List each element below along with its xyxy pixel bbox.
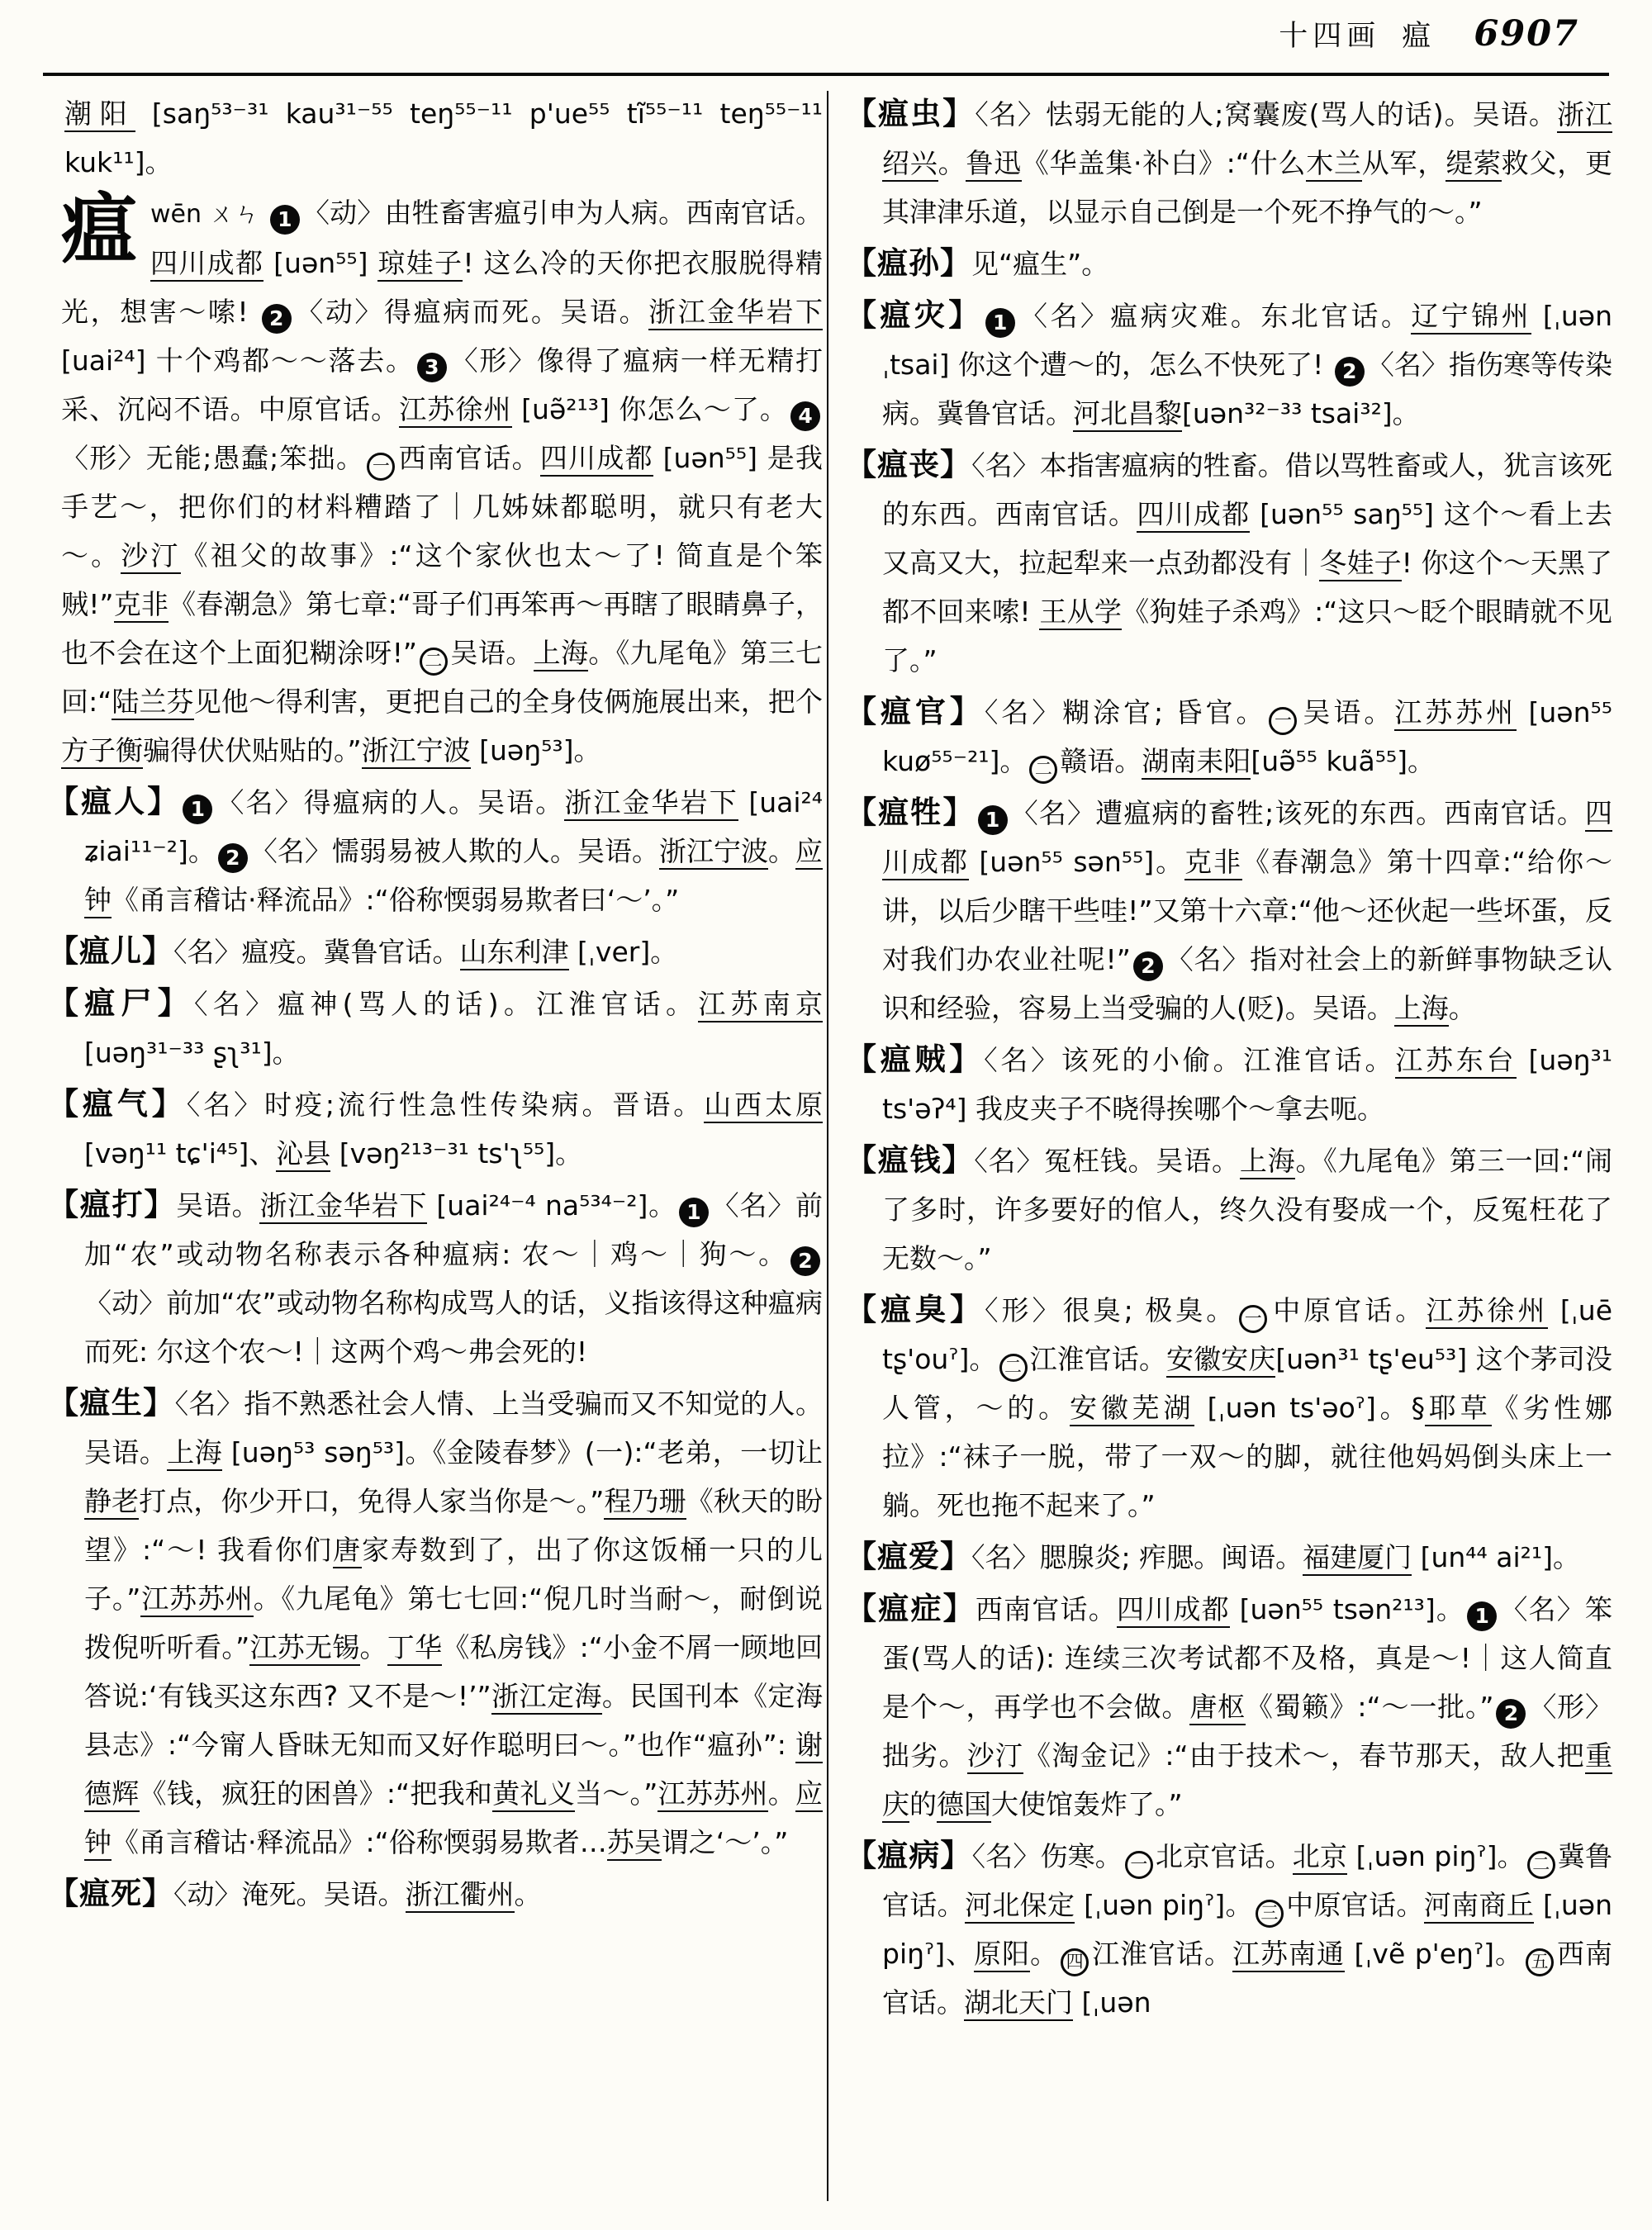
column-divider (827, 91, 828, 2201)
entry-headword: 【瘟病】 (846, 1838, 972, 1873)
proper-name-underlined: 江苏苏州 (140, 1582, 253, 1617)
proper-name-underlined: 浙江金华岩下 (648, 296, 823, 330)
entry-headword: 【瘟贼】 (846, 1041, 985, 1077)
proper-name-underlined: 王从学 (1039, 595, 1122, 630)
subsense-circle-icon: 一 (1125, 1851, 1153, 1879)
dictionary-entry: 【瘟贼】〈名〉该死的小偷。江淮官话。江苏东台 [uəŋ³¹ ts'əʔ⁴] 我皮夹子不晓得挨哪个～拿去呃。 (846, 1041, 1613, 1125)
entry-headword: 【瘟生】 (48, 1385, 175, 1421)
subsense-circle-icon: 五 (1526, 1948, 1554, 1976)
proper-name-underlined: 克非 (1184, 846, 1242, 880)
proper-name-underlined: 静老 (84, 1485, 139, 1520)
proper-name-underlined: 浙江衢州 (406, 1878, 515, 1913)
proper-name-underlined: 江苏徐州 (1426, 1294, 1548, 1329)
proper-name-underlined: 江苏徐州 (399, 393, 511, 428)
subsense-circle-icon: 一 (1239, 1305, 1267, 1333)
proper-name-underlined: 潮阳 (64, 97, 135, 132)
dictionary-entry: 【瘟儿】〈名〉瘟疫。冀鲁官话。山东利津 [ˌver]。 (48, 933, 678, 969)
proper-name-underlined: 安徽安庆 (1166, 1343, 1275, 1378)
proper-name-underlined: 四川成都 (882, 797, 1612, 880)
dictionary-entry: 【瘟臭】〈形〉很臭; 极臭。 一 中原官话。江苏徐州 [ˌuē tʂ'ouˀ]。 二 江淮官话。安徽安庆[uən³¹ tʂ'eu⁵³] 这个茅司没人管，～的。安徽芜湖 [ˌuən ts'əoˀ]。§耶草《劣性娜拉》:“袜子一脱，带了一双～的脚，就往他妈妈倒头床上一躺。死也拖不起来了。” (846, 1292, 1613, 1521)
sense-number-icon: 2 (1496, 1699, 1526, 1729)
proper-name-underlined: 福建厦门 (1303, 1541, 1412, 1576)
dictionary-entry: 【瘟症】西南官话。四川成都 [uən⁵⁵ tsən²¹³]。 1 〈名〉笨蛋(骂人的话): 连续三次考试都不及格，真是～!｜这人简直是个～，再学也不会做。唐枢《蜀籁》:“～一批。” 2 〈形〉拙劣。沙汀《淘金记》:“由于技术～，春节那天，敌人把重庆的德国大使馆轰炸了。” (846, 1584, 1612, 1829)
proper-name-underlined: 湖南耒阳 (1142, 745, 1251, 780)
sense-number-icon: 1 (985, 308, 1015, 338)
dictionary-entry: 潮阳 [saŋ⁵³⁻³¹ kau³¹⁻⁵⁵ teŋ⁵⁵⁻¹¹ p'ue⁵⁵ tĩ⁵⁵⁻¹¹ teŋ⁵⁵⁻¹¹ kuk¹¹]。 (64, 97, 824, 178)
entry-headword: 【瘟孙】 (846, 245, 971, 281)
dictionary-entry: 【瘟钱】〈名〉冤枉钱。吴语。上海。《九尾龟》第三一回:“闹了多时，许多要好的倌人，终久没有娶成一个，反冤枉花了无数～。” (846, 1142, 1613, 1274)
dictionary-entry: 【瘟爱】〈名〉腮腺炎; 痄腮。闽语。福建厦门 [un⁴⁴ ai²¹]。 (846, 1539, 1580, 1574)
proper-name-underlined: 黄礼义 (492, 1777, 575, 1812)
proper-name-underlined: 上海 (534, 637, 589, 671)
proper-name-underlined: 浙江宁波 (659, 835, 768, 870)
proper-name-underlined: 应钟 (84, 1777, 823, 1861)
sense-number-icon: 2 (262, 304, 292, 334)
sense-number-icon: 2 (790, 1246, 820, 1276)
subsense-circle-icon: 一 (367, 453, 395, 481)
subsense-circle-icon: 三 (1256, 1900, 1284, 1928)
proper-name-underlined: 丁华 (387, 1631, 443, 1666)
proper-name-underlined: 木兰 (1306, 147, 1362, 182)
left-column (48, 89, 823, 1921)
main-headword-character: 瘟 (61, 185, 138, 273)
entry-headword: 【瘟儿】 (48, 933, 173, 969)
proper-name-underlined: 山东利津 (460, 936, 569, 970)
proper-name-underlined: 唐 (333, 1534, 362, 1568)
entry-headword: 【瘟牲】 (846, 795, 976, 830)
proper-name-underlined: 江苏苏州 (657, 1777, 767, 1812)
sense-number-icon: 2 (218, 843, 248, 873)
proper-name-underlined: 琼娃子 (377, 247, 463, 282)
dictionary-entry: 【瘟牲】 1 〈名〉遭瘟病的畜牲;该死的东西。西南官话。四川成都 [uən⁵⁵ sən⁵⁵]。克非《春潮急》第十四章:“给你～讲，以后少瞎干些哇!”又第十六章:“他～还伙起一些坏蛋，反对我们办农业社呢!” 2 〈名〉指对社会上的新鲜事物缺乏认识和经验，容易上当受骗的人(贬)。吴语。上海。 (846, 788, 1612, 1032)
proper-name-underlined: 湖北天门 (964, 1986, 1073, 2021)
proper-name-underlined: 浙江定海 (491, 1680, 602, 1715)
proper-name-underlined: 程乃珊 (604, 1485, 686, 1520)
proper-name-underlined: 辽宁锦州 (1411, 300, 1531, 334)
sense-number-icon: 1 (183, 795, 212, 824)
dictionary-entry: 【瘟打】吴语。浙江金华岩下 [uai²⁴⁻⁴ na⁵³⁴⁻²]。 1 〈名〉前加“农”或动物名称表示各种瘟病: 农～｜鸡～｜狗～。 2〈动〉前加“农”或动物名称构成骂人的话，义指该得这种瘟病而死: 尔这个农～!｜这两个鸡～弗会死的! (48, 1187, 824, 1368)
proper-name-underlined: 四川成都 (1137, 498, 1250, 533)
proper-name-underlined: 上海 (1394, 992, 1449, 1027)
subsense-circle-icon: 一 (1269, 707, 1297, 735)
proper-name-underlined: 应钟 (84, 835, 823, 918)
dictionary-entry: 【瘟人】 1 〈名〉得瘟病的人。吴语。浙江金华岩下 [uai²⁴ ʑiai¹¹⁻²]。 2 〈名〉懦弱易被人欺的人。吴语。浙江宁波。应钟《甬言稽诂·释流品》:“俗称愞弱易欺者曰‘～’。” (48, 777, 823, 924)
entry-headword: 【瘟爱】 (846, 1539, 971, 1574)
header-guide-character: 瘟 (1402, 20, 1431, 53)
entry-headword: 【瘟灾】 (846, 297, 983, 333)
proper-name-underlined: 安徽芜湖 (1070, 1392, 1194, 1426)
entry-headword: 【瘟虫】 (846, 96, 976, 131)
proper-name-underlined: 河北昌黎 (1073, 397, 1182, 432)
proper-name-underlined: 克非 (114, 588, 169, 623)
sense-number-icon: 1 (1467, 1601, 1497, 1631)
entry-headword: 【瘟丧】 (846, 447, 972, 482)
dictionary-entry: 【瘟虫】〈名〉怯弱无能的人;窝囊废(骂人的话)。吴语。浙江绍兴。鲁迅《华盖集·补白》:“什么木兰从军，缇萦救父，更其津津乐道，以显示自己倒是一个死不挣气的～。” (846, 96, 1613, 228)
dictionary-entry: 【瘟丧】〈名〉本指害瘟病的牲畜。借以骂牲畜或人，犹言该死的东西。西南官话。四川成都 [uən⁵⁵ saŋ⁵⁵] 这个～看上去又高又大，拉起犁来一点劲都没有｜冬娃子! 你这个～天黑了都不回来嗦! 王从学《狗娃子杀鸡》:“这只～眨个眼睛就不见了。” (846, 447, 1613, 676)
proper-name-underlined: 浙江金华岩下 (259, 1189, 427, 1224)
entry-headword: 【瘟死】 (48, 1876, 173, 1911)
proper-name-underlined: 上海 (1240, 1145, 1296, 1179)
sense-number-icon: 1 (679, 1198, 709, 1227)
entry-headword: 【瘟官】 (846, 694, 985, 729)
proper-name-underlined: 四川成都 (540, 442, 653, 477)
proper-name-underlined: 陆兰芬 (112, 686, 193, 720)
proper-name-underlined: 江苏南通 (1232, 1938, 1345, 1972)
proper-name-underlined: 鲁迅 (966, 147, 1022, 182)
dictionary-entry: 【瘟官】〈名〉糊涂官; 昏官。 一 吴语。江苏苏州 [uən⁵⁵ kuø⁵⁵⁻²¹]。 二 赣语。湖南耒阳[uə̃⁵⁵ kuã⁵⁵]。 (846, 687, 1612, 785)
entry-headword: 【瘟气】 (48, 1086, 187, 1122)
dictionary-entry: 【瘟灾】 1 〈名〉瘟病灾难。东北官话。辽宁锦州 [ˌuən ˌtsai] 你这个遭～的，怎么不快死了! 2 〈名〉指伤寒等传染病。冀鲁官话。河北昌黎[uən³²⁻³³ tsai³²]。 (846, 291, 1612, 438)
sense-number-icon: 2 (1133, 951, 1163, 981)
entry-headword: 【瘟钱】 (846, 1142, 975, 1178)
sense-number-icon: 3 (417, 353, 447, 382)
dictionary-entry: 【瘟病】〈名〉伤寒。 一 北京官话。北京 [ˌuən piŋˀ]。 二 冀鲁官话。河北保定 [ˌuən piŋˀ]。 三 中原官话。河南商丘 [ˌuən piŋˀ]、原阳。 四 江淮官话。江苏南通 [ˌvẽ p'eŋˀ]。 五 西南官话。湖北天门 [ˌuən (846, 1831, 1612, 2027)
subsense-circle-icon: 二 (999, 1354, 1028, 1382)
dictionary-entry: 【瘟尸】〈名〉瘟神(骂人的话)。江淮官话。江苏南京 [uəŋ³¹⁻³³ ʂʅ³¹]。 (48, 985, 824, 1069)
entry-headword: 【瘟症】 (846, 1591, 976, 1626)
proper-name-underlined: 浙江宁波 (362, 734, 471, 769)
dictionary-entry: 【瘟孙】见“瘟生”。 (846, 245, 1109, 281)
proper-name-underlined: 沙汀 (121, 539, 180, 574)
proper-name-underlined: 河北保定 (965, 1889, 1075, 1924)
proper-name-underlined: 江苏无锡 (249, 1631, 359, 1666)
proper-name-underlined: 北京 (1293, 1840, 1347, 1875)
pronunciation: wēn ㄨㄣ (150, 200, 268, 229)
proper-name-underlined: 山西太原 (704, 1089, 823, 1123)
header-rule (43, 73, 1609, 76)
proper-name-underlined: 江苏苏州 (1394, 696, 1517, 731)
header-stroke-section: 十四画 (1279, 20, 1381, 53)
page-number: 6907 (1474, 13, 1579, 55)
entry-headword: 【瘟尸】 (48, 985, 194, 1021)
proper-name-underlined: 唐枢 (1189, 1691, 1246, 1725)
entry-headword: 【瘟打】 (48, 1187, 177, 1222)
proper-name-underlined: 方子衡 (61, 734, 143, 769)
main-character-entry: 瘟wēn ㄨㄣ 1 〈动〉由牲畜害瘟引申为人病。西南官话。四川成都 [uən⁵⁵] 琼娃子! 这么冷的天你把衣服脱得精光，想害～嗦! 2 〈动〉得瘟病而死。吴语。浙江金华岩下 [uai²⁴] 十个鸡都～～落去。 3 〈形〉像得了瘟病一样无精打采、沉闷不语。中原官话。江苏徐州 [uə̃²¹³] 你怎么～了。 4〈形〉无能;愚蠢;笨拙。 一 西南官话。四川成都 [uən⁵⁵] 是我手艺～，把你们的材料糟踏了｜几姊妹都聪明，就只有老大～。沙汀《祖父的故事》:“这个家伙也太～了! 简直是个笨贼!”克非《春潮急》第七章:“哥子们再笨再～再瞎了眼睛鼻子，也不会在这个上面犯糊涂呀!” 二 吴语。上海。《九尾龟》第三七回:“陆兰芬见他～得利害，更把自己的全身伎俩施展出来，把个方子衡骗得伏伏贴贴的。”浙江宁波 [uəŋ⁵³]。 (61, 188, 823, 775)
sense-number-icon: 1 (978, 805, 1008, 835)
subsense-circle-icon: 四 (1061, 1948, 1089, 1976)
dictionary-entry: 【瘟气】〈名〉时疫;流行性急性传染病。晋语。山西太原 [vəŋ¹¹ tɕ'i⁴⁵]、沁县 [vəŋ²¹³⁻³¹ ts'ʅ⁵⁵]。 (48, 1079, 823, 1178)
proper-name-underlined: 四川成都 (150, 247, 263, 282)
proper-name-underlined: 河南商丘 (1424, 1889, 1534, 1924)
proper-name-underlined: 重庆 (882, 1739, 1612, 1823)
proper-name-underlined: 江苏东台 (1395, 1044, 1517, 1079)
proper-name-underlined: 浙江绍兴 (882, 98, 1612, 182)
entry-headword: 【瘟臭】 (846, 1292, 985, 1327)
proper-name-underlined: 四川成都 (1117, 1593, 1230, 1628)
proper-name-underlined: 浙江金华岩下 (564, 786, 738, 821)
dictionary-entry: 【瘟死】〈动〉淹死。吴语。浙江衢州。 (48, 1876, 542, 1911)
sense-number-icon: 2 (1335, 357, 1365, 387)
proper-name-underlined: 缇萦 (1446, 147, 1502, 182)
sense-number-icon: 4 (790, 401, 820, 431)
proper-name-underlined: 沁县 (276, 1137, 330, 1172)
proper-name-underlined: 冬娃子 (1319, 547, 1401, 581)
sense-number-icon: 1 (270, 205, 300, 235)
proper-name-underlined: 沙汀 (967, 1739, 1023, 1774)
right-column (846, 89, 1612, 2029)
entry-headword: 【瘟人】 (48, 784, 181, 819)
proper-name-underlined: 耶草 (1425, 1392, 1492, 1426)
proper-name-underlined: 德国 (937, 1788, 991, 1823)
proper-name-underlined: 江苏南京 (698, 988, 823, 1022)
subsense-circle-icon: 二 (1029, 756, 1057, 784)
proper-name-underlined: 上海 (167, 1436, 222, 1471)
page-header (1279, 13, 1579, 55)
proper-name-underlined: 苏吴 (607, 1826, 662, 1861)
dictionary-entry: 【瘟生】〈名〉指不熟悉社会人情、上当受骗而又不知觉的人。吴语。上海 [uəŋ⁵³ səŋ⁵³]。《金陵春梦》(一):“老弟，一切让静老打点，你少开口，免得人家当你是～。”程乃珊《秋天的盼望》:“～! 我看你们唐家寿数到了，出了你这饭桶一只的儿子。”江苏苏州。《九尾龟》第七七回:“倪几时当耐～，耐倒说拨倪听听看。”江苏无锡。丁华《私房钱》:“小金不屑一顾地回答说:‘有钱买这东西? 又不是～!’”浙江定海。民国刊本《定海县志》:“今甯人昏昧无知而又好作聪明曰～。”也作“瘟孙”: 谢德辉《钱，疯狂的困兽》:“把我和黄礼义当～。”江苏苏州。应钟《甬言稽诂·释流品》:“俗称愞弱易欺者…苏吴谓之‘～’。” (48, 1378, 823, 1867)
subsense-circle-icon: 二 (1527, 1851, 1555, 1879)
subsense-circle-icon: 二 (420, 648, 448, 676)
proper-name-underlined: 原阳 (974, 1938, 1030, 1972)
proper-name-underlined: 谢德辉 (84, 1729, 823, 1812)
